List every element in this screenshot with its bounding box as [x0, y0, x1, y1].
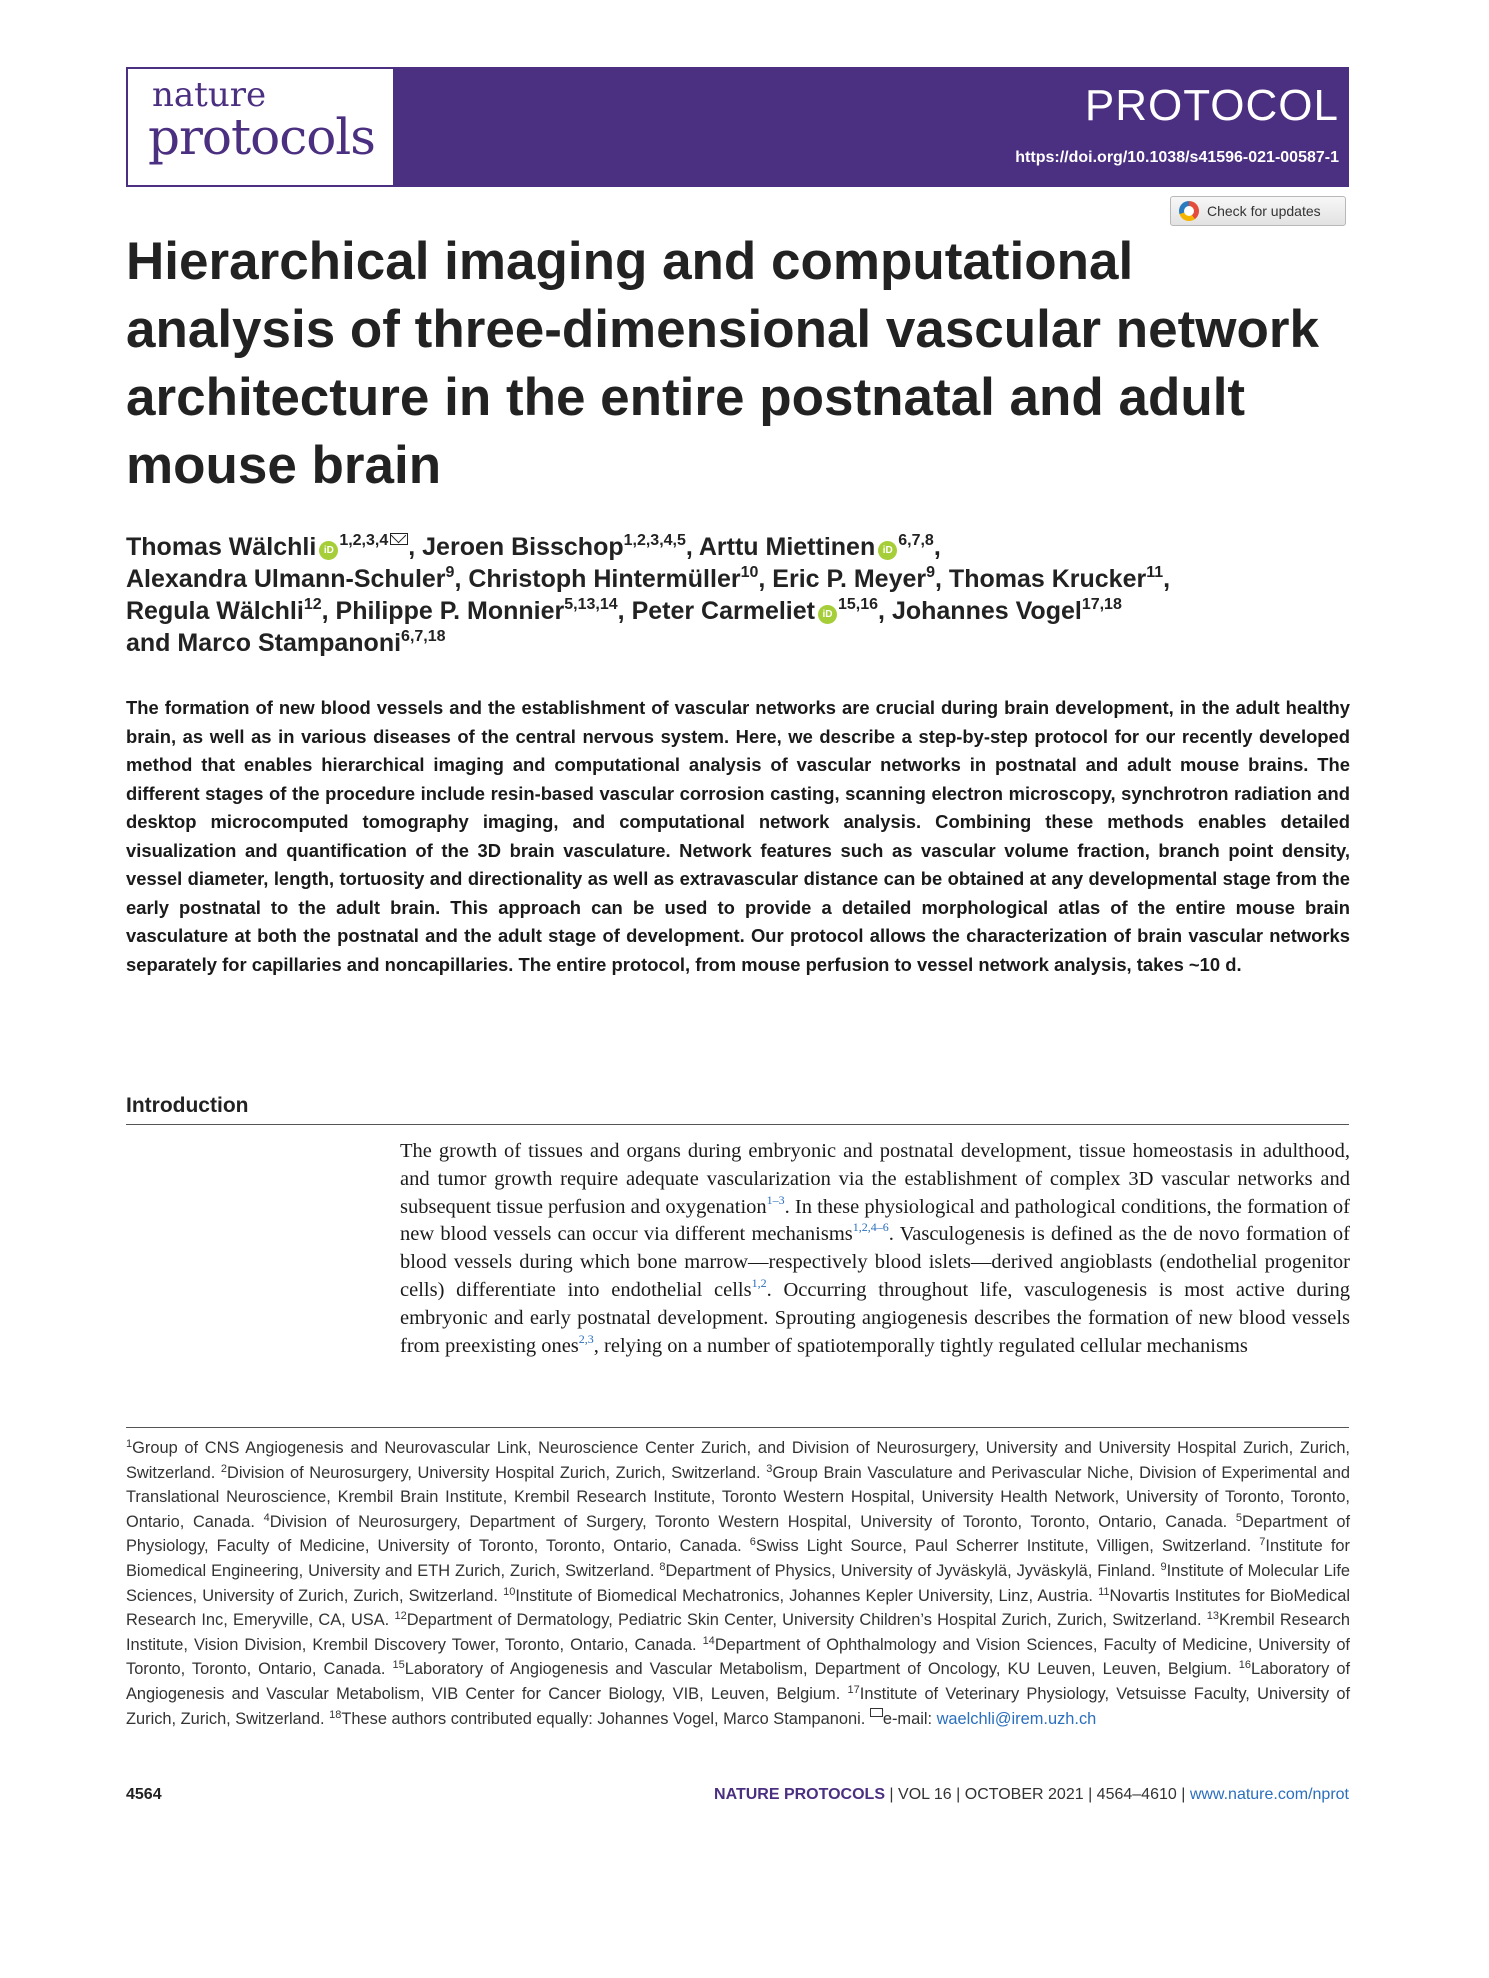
author-name[interactable]: Thomas Wälchli — [126, 533, 317, 561]
footer-journal-url[interactable]: www.nature.com/nprot — [1189, 1786, 1349, 1803]
author-affiliation-numbers: 1,2,3,4 — [339, 532, 389, 549]
email-link[interactable]: waelchli@irem.uzh.ch — [936, 1709, 1097, 1728]
affiliation-number: 18 — [329, 1708, 342, 1721]
author-affiliation-numbers: 10 — [740, 564, 759, 581]
footer-sep: | — [884, 1786, 899, 1803]
affiliation-text: Department of Ophthalmology and Vision Sciences, Faculty of Medicine, University of Toronto, Toronto, Ontario, Canada. — [126, 1635, 1350, 1679]
author-affiliation-numbers: 6,7,18 — [401, 628, 446, 645]
author-separator: , — [685, 533, 699, 561]
footer-journal: NATURE PROTOCOLS — [714, 1786, 885, 1803]
author-affiliation-numbers: 5,13,14 — [564, 596, 618, 613]
check-for-updates-button[interactable] — [1170, 196, 1346, 226]
author-affiliation-numbers: 12 — [303, 596, 322, 613]
envelope-icon — [870, 1708, 883, 1717]
affiliation-text: Laboratory of Angiogenesis and Vascular Metabolism, Department of Oncology, KU Leuven, Leuven, Belgium. — [404, 1660, 1239, 1679]
author-affiliation-numbers: 6,7,8 — [898, 532, 934, 549]
section-divider — [126, 1124, 1349, 1125]
affiliation-number: 7 — [1259, 1536, 1266, 1549]
author-separator: , — [454, 565, 469, 593]
article-type: PROTOCOL — [1084, 81, 1339, 130]
envelope-icon[interactable] — [390, 533, 408, 545]
introduction-paragraph — [400, 1138, 1350, 1360]
journal-footer — [714, 1787, 1349, 1803]
author-name[interactable]: Philippe P. Monnier — [335, 597, 565, 625]
author-affiliation-numbers: 1,2,3,4,5 — [623, 532, 686, 549]
affiliation-text: Institute for Biomedical Engineering, University and ETH Zurich, Zurich, Switzerland. — [126, 1537, 1350, 1580]
footer-sep: | — [951, 1786, 965, 1803]
orcid-icon[interactable]: iD — [878, 541, 897, 560]
affiliation-text: Group Brain Vasculature and Perivascular Niche, Division of Experimental and Translational Neuroscience, Krembil Brain Institute, Krembil Research Institute, Toronto Western Hospital, University Health Network, University of Toronto, Toronto, Ontario, Canada. — [126, 1463, 1350, 1531]
affiliation-text: Department of Dermatology, Pediatric Skin Center, University Children’s Hospital Zurich, Zurich, Switzerland. — [406, 1611, 1207, 1630]
author-name[interactable]: Alexandra Ulmann-Schuler — [126, 565, 446, 593]
author-separator: , — [935, 565, 949, 593]
author-separator: , — [321, 597, 336, 625]
author-name[interactable]: Christoph Hintermüller — [468, 565, 741, 593]
author-name[interactable]: Thomas Krucker — [948, 565, 1147, 593]
affiliation-number: 16 — [1238, 1659, 1251, 1672]
check-updates-label: Check for updates — [1207, 203, 1321, 219]
author-name[interactable]: Arttu Miettinen — [698, 533, 876, 561]
intro-text: . In these physiological and pathological conditions, the formation of new blood vessels can occur via different mechanisms — [400, 1195, 1351, 1246]
affiliation-number: 8 — [659, 1560, 666, 1573]
footer-volume: VOL 16 — [898, 1786, 952, 1803]
author-affiliation-numbers: 15,16 — [838, 596, 879, 613]
logo-line-protocols: protocols — [148, 108, 375, 166]
affiliation-text: Institute of Veterinary Physiology, Vetsuisse Faculty, University of Zurich, Zurich, Switzerland. — [126, 1684, 1350, 1728]
citation-link[interactable]: 1–3 — [766, 1192, 785, 1207]
affiliation-text: Institute of Molecular Life Sciences, University of Zurich, Zurich, Switzerland. — [126, 1561, 1350, 1605]
footer-sep: | — [1083, 1786, 1097, 1803]
intro-text: . Vasculogenesis is defined as the de novo formation of blood vessels during which bone marrow—respectively blood islets—derived angioblasts (endothelial progenitor cells) differentiate into endothelial cells — [400, 1223, 1350, 1301]
affiliation-number: 10 — [503, 1585, 516, 1598]
author-separator: , — [878, 597, 892, 625]
affiliation-text: Krembil Research Institute, Vision Division, Krembil Discovery Tower, Toronto, Ontario, Canada. — [126, 1611, 1350, 1654]
affiliation-text: Division of Neurosurgery, University Hospital Zurich, Zurich, Switzerland. — [227, 1463, 767, 1482]
affiliations — [126, 1436, 1350, 1731]
author-name[interactable]: and Marco Stampanoni — [126, 629, 402, 657]
intro-text: . Occurring throughout life, vasculogenesis is most active during embryonic and early postnatal development. Sprouting angiogenesis describes the formation of new blood vessels from preexisting ones — [400, 1278, 1350, 1357]
affiliation-text: Laboratory of Angiogenesis and Vascular Metabolism, VIB Center for Cancer Biology, VIB, Leuven, Belgium. — [126, 1660, 1351, 1703]
intro-text: The growth of tissues and organs during embryonic and postnatal development, tissue homeostasis in adulthood, and tumor growth require adequate vascularization via the establishment of complex 3D vascular networks and subsequent tissue perfusion and oxygenation — [400, 1140, 1350, 1218]
affiliation-number: 11 — [1098, 1585, 1110, 1598]
affiliation-text: These authors contributed equally: Johannes Vogel, Marco Stampanoni. — [341, 1709, 870, 1728]
article-title: Hierarchical imaging and computational analysis of three-dimensional vascular network architecture in the entire postnatal and adult mouse brain — [126, 232, 1319, 495]
author-name[interactable]: Regula Wälchli — [126, 597, 304, 625]
affiliation-number: 13 — [1206, 1610, 1220, 1623]
affiliation-number: 15 — [392, 1659, 405, 1672]
affiliation-text: Department of Physiology, Faculty of Medicine, University of Toronto, Toronto, Ontario, Canada. — [126, 1512, 1350, 1556]
section-heading-introduction: Introduction — [126, 1094, 249, 1117]
intro-text: , relying on a number of spatiotemporally tightly regulated cellular mechanisms — [593, 1334, 1248, 1357]
author-list — [126, 531, 1356, 659]
abstract: The formation of new blood vessels and the establishment of vascular networks are crucial during brain development, in the adult healthy brain, as well as in various diseases of the central nervous system. Here, we describe a step-by-step protocol for our recently developed method that enables hierarchical imaging and computational analysis of vascular networks in postnatal and adult mouse brains. The different stages of the procedure include resin-based vascular corrosion casting, scanning electron microscopy, synchrotron radiation and desktop microcomputed tomography imaging, and computational network analysis. Combining these methods enables detailed visualization and quantification of the 3D brain vasculature. Network features such as vascular volume fraction, branch point density, vessel diameter, length, tortuosity and directionality as well as extravascular distance can be obtained at any developmental stage from the early postnatal to the adult brain. This approach can be used to provide a detailed morphological atlas of the entire mouse brain vasculature at both the postnatal and the adult stage of development. Our protocol allows the characterization of brain vascular networks separately for capillaries and noncapillaries. The entire protocol, from mouse perfusion to vessel network analysis, takes ~10 d. — [126, 697, 1350, 975]
author-separator: , — [933, 533, 941, 561]
orcid-icon[interactable]: iD — [818, 605, 837, 624]
affiliation-number: 1 — [126, 1438, 133, 1450]
page-number: 4564 — [126, 1786, 162, 1803]
affiliation-text: Group of CNS Angiogenesis and Neurovascular Link, Neuroscience Center Zurich, and Division of Neurosurgery, University and University Hospital Zurich, Zurich, Switzerland. — [126, 1439, 1350, 1482]
doi-link[interactable]: https://doi.org/10.1038/s41596-021-00587-1 — [1015, 149, 1339, 166]
affiliation-number: 2 — [220, 1462, 228, 1475]
author-affiliation-numbers: 9 — [926, 564, 936, 581]
author-affiliation-numbers: 9 — [445, 564, 455, 581]
crossmark-icon — [1179, 201, 1199, 221]
affiliation-number: 3 — [766, 1462, 773, 1475]
affiliation-number: 4 — [263, 1511, 270, 1524]
affiliation-number: 9 — [1160, 1560, 1167, 1573]
author-affiliation-numbers: 17,18 — [1081, 596, 1122, 613]
email-label: e-mail: — [882, 1709, 937, 1728]
affiliation-number: 5 — [1235, 1511, 1243, 1524]
author-separator: , — [617, 597, 632, 625]
author-separator: , — [408, 533, 423, 561]
affiliation-text: Swiss Light Source, Paul Scherrer Institute, Villigen, Switzerland. — [755, 1537, 1260, 1556]
author-separator: , — [758, 565, 773, 593]
author-name[interactable]: Johannes Vogel — [891, 597, 1082, 625]
citation-link[interactable]: 2,3 — [578, 1331, 594, 1346]
footnote-divider — [126, 1427, 1349, 1428]
author-name[interactable]: Peter Carmeliet — [631, 597, 815, 625]
citation-link[interactable]: 1,2 — [751, 1275, 767, 1290]
logo-line-nature: nature — [152, 75, 267, 115]
footer-pages: 4564–4610 — [1096, 1786, 1177, 1803]
affiliation-text: Division of Neurosurgery, Department of Surgery, Toronto Western Hospital, University of Toronto, Toronto, Ontario, Canada. — [269, 1512, 1236, 1531]
footer-sep: | — [1176, 1786, 1190, 1803]
citation-link[interactable]: 1,2,4–6 — [852, 1220, 889, 1235]
affiliation-number: 14 — [702, 1634, 715, 1647]
author-name[interactable]: Jeroen Bisschop — [422, 533, 624, 561]
affiliation-text: Department of Physics, University of Jyväskylä, Jyväskylä, Finland. — [665, 1561, 1161, 1580]
author-affiliation-numbers: 11 — [1146, 564, 1164, 581]
affiliation-number: 17 — [847, 1683, 860, 1696]
author-separator: , — [1163, 565, 1171, 593]
affiliation-text: Novartis Institutes for BioMedical Research Inc, Emeryville, CA, USA. — [126, 1586, 1350, 1630]
author-name[interactable]: Eric P. Meyer — [772, 565, 927, 593]
affiliation-text: Institute of Biomedical Mechatronics, Johannes Kepler University, Linz, Austria. — [515, 1586, 1099, 1605]
orcid-icon[interactable]: iD — [319, 541, 338, 560]
affiliation-number: 6 — [749, 1536, 756, 1549]
affiliation-number: 12 — [394, 1610, 407, 1623]
footer-date: OCTOBER 2021 — [964, 1786, 1084, 1803]
